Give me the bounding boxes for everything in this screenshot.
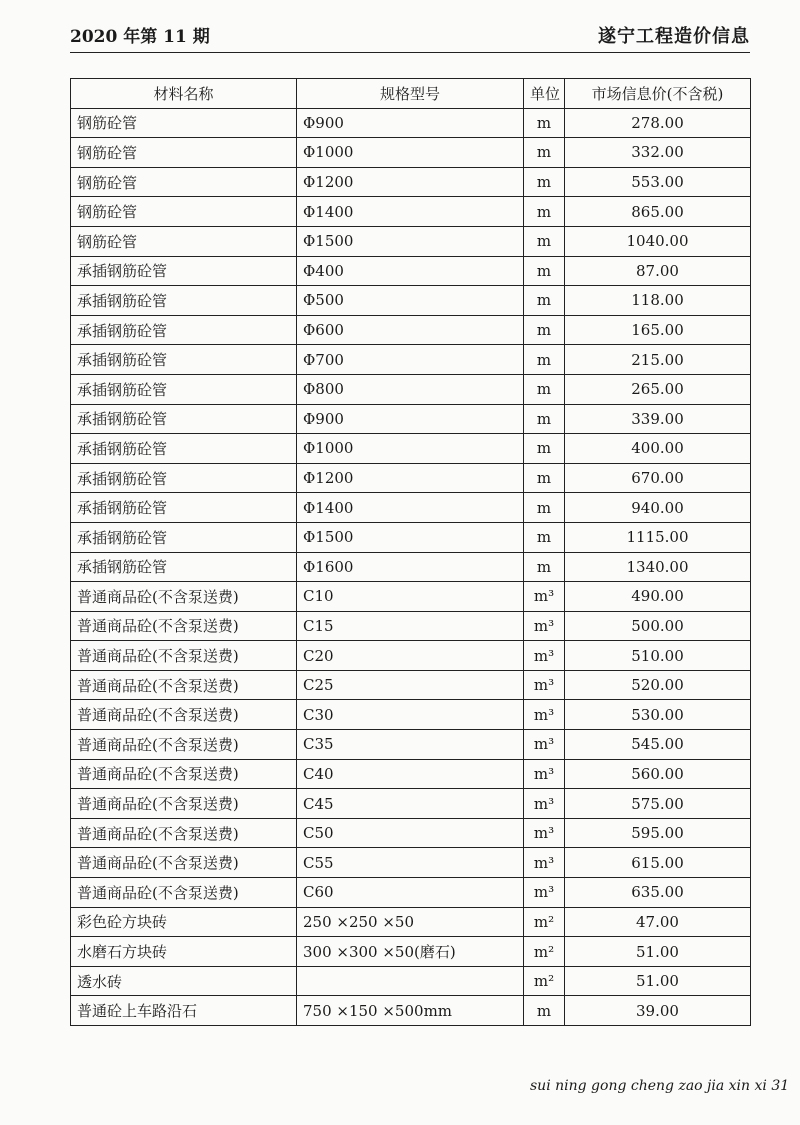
price-cell: 510.00	[565, 641, 751, 671]
spec-cell: Φ1500	[297, 226, 524, 256]
material-name-cell: 承插钢筋砼管	[71, 463, 297, 493]
material-name-cell: 普通商品砼(不含泵送费)	[71, 582, 297, 612]
table-header-row	[71, 79, 751, 109]
material-name-cell: 承插钢筋砼管	[71, 404, 297, 434]
spec-cell: C10	[297, 582, 524, 612]
table-row	[71, 878, 751, 908]
table-row	[71, 345, 751, 375]
material-name-cell: 普通商品砼(不含泵送费)	[71, 611, 297, 641]
material-name-cell: 承插钢筋砼管	[71, 286, 297, 316]
spec-cell: Φ1000	[297, 138, 524, 168]
material-name-cell: 钢筋砼管	[71, 138, 297, 168]
price-cell: 265.00	[565, 374, 751, 404]
unit-cell: m³	[524, 848, 565, 878]
unit-cell: m²	[524, 937, 565, 967]
unit-cell: m³	[524, 700, 565, 730]
spec-cell: Φ1600	[297, 552, 524, 582]
unit-cell: m	[524, 404, 565, 434]
unit-cell: m²	[524, 907, 565, 937]
material-name-cell: 普通商品砼(不含泵送费)	[71, 818, 297, 848]
unit-cell: m	[524, 345, 565, 375]
table-row	[71, 256, 751, 286]
material-name-cell: 承插钢筋砼管	[71, 315, 297, 345]
table-row	[71, 374, 751, 404]
table-row	[71, 226, 751, 256]
material-name-cell: 普通商品砼(不含泵送费)	[71, 641, 297, 671]
spec-cell: Φ900	[297, 108, 524, 138]
page-header	[70, 18, 750, 53]
material-name-cell: 承插钢筋砼管	[71, 374, 297, 404]
material-name-cell: 承插钢筋砼管	[71, 256, 297, 286]
material-name-cell: 水磨石方块砖	[71, 937, 297, 967]
unit-cell: m³	[524, 759, 565, 789]
unit-cell: m³	[524, 582, 565, 612]
unit-cell: m³	[524, 878, 565, 908]
price-cell: 530.00	[565, 700, 751, 730]
table-row	[71, 759, 751, 789]
table-row	[71, 730, 751, 760]
spec-cell: C50	[297, 818, 524, 848]
price-cell: 215.00	[565, 345, 751, 375]
unit-cell: m	[524, 286, 565, 316]
material-name-cell: 承插钢筋砼管	[71, 552, 297, 582]
table-row	[71, 848, 751, 878]
material-name-cell: 承插钢筋砼管	[71, 345, 297, 375]
spec-cell: C30	[297, 700, 524, 730]
price-cell: 1115.00	[565, 522, 751, 552]
unit-cell: m	[524, 138, 565, 168]
unit-cell: m	[524, 996, 565, 1026]
unit-cell: m	[524, 167, 565, 197]
table-row	[71, 138, 751, 168]
price-cell: 332.00	[565, 138, 751, 168]
price-cell: 670.00	[565, 463, 751, 493]
page-footer: sui ning gong cheng zao jia xin xi 31	[530, 1078, 790, 1094]
table-row	[71, 197, 751, 227]
header-spec-model: 规格型号	[297, 79, 524, 109]
table-row	[71, 434, 751, 464]
price-cell: 87.00	[565, 256, 751, 286]
spec-cell: C55	[297, 848, 524, 878]
material-name-cell: 钢筋砼管	[71, 226, 297, 256]
table-row	[71, 670, 751, 700]
unit-cell: m	[524, 463, 565, 493]
spec-cell: C15	[297, 611, 524, 641]
table-row	[71, 167, 751, 197]
material-name-cell: 普通砼上车路沿石	[71, 996, 297, 1026]
spec-cell: Φ1200	[297, 463, 524, 493]
spec-cell: C60	[297, 878, 524, 908]
unit-cell: m	[524, 374, 565, 404]
table-row	[71, 907, 751, 937]
price-cell: 400.00	[565, 434, 751, 464]
unit-cell: m³	[524, 670, 565, 700]
price-cell: 118.00	[565, 286, 751, 316]
material-name-cell: 普通商品砼(不含泵送费)	[71, 789, 297, 819]
spec-cell: Φ1000	[297, 434, 524, 464]
table-row	[71, 789, 751, 819]
table-row	[71, 611, 751, 641]
table-row	[71, 700, 751, 730]
spec-cell: 300 ×300 ×50(磨石)	[297, 937, 524, 967]
price-cell: 545.00	[565, 730, 751, 760]
table-row	[71, 493, 751, 523]
header-market-price: 市场信息价(不含税)	[565, 79, 751, 109]
table-row	[71, 996, 751, 1026]
table-row	[71, 582, 751, 612]
unit-cell: m	[524, 493, 565, 523]
table-row	[71, 108, 751, 138]
price-cell: 47.00	[565, 907, 751, 937]
price-cell: 865.00	[565, 197, 751, 227]
issue-label: 2020 年第 11 期	[70, 27, 210, 47]
material-name-cell: 承插钢筋砼管	[71, 434, 297, 464]
unit-cell: m	[524, 197, 565, 227]
material-name-cell: 普通商品砼(不含泵送费)	[71, 759, 297, 789]
unit-cell: m³	[524, 730, 565, 760]
price-cell: 490.00	[565, 582, 751, 612]
price-cell: 339.00	[565, 404, 751, 434]
table-row	[71, 818, 751, 848]
material-name-cell: 普通商品砼(不含泵送费)	[71, 670, 297, 700]
price-cell: 553.00	[565, 167, 751, 197]
price-cell: 615.00	[565, 848, 751, 878]
unit-cell: m	[524, 434, 565, 464]
material-name-cell: 透水砖	[71, 966, 297, 996]
spec-cell: Φ800	[297, 374, 524, 404]
price-cell: 635.00	[565, 878, 751, 908]
material-name-cell: 钢筋砼管	[71, 197, 297, 227]
unit-cell: m	[524, 108, 565, 138]
unit-cell: m	[524, 226, 565, 256]
table-row	[71, 966, 751, 996]
unit-cell: m³	[524, 789, 565, 819]
price-cell: 940.00	[565, 493, 751, 523]
price-cell: 278.00	[565, 108, 751, 138]
material-name-cell: 普通商品砼(不含泵送费)	[71, 730, 297, 760]
spec-cell: Φ1200	[297, 167, 524, 197]
material-name-cell: 普通商品砼(不含泵送费)	[71, 878, 297, 908]
spec-cell: C20	[297, 641, 524, 671]
spec-cell: Φ1500	[297, 522, 524, 552]
material-name-cell: 普通商品砼(不含泵送费)	[71, 848, 297, 878]
price-cell: 51.00	[565, 966, 751, 996]
spec-cell: C25	[297, 670, 524, 700]
price-cell: 595.00	[565, 818, 751, 848]
price-cell: 500.00	[565, 611, 751, 641]
spec-cell: Φ900	[297, 404, 524, 434]
spec-cell: Φ400	[297, 256, 524, 286]
price-cell: 51.00	[565, 937, 751, 967]
table-row	[71, 937, 751, 967]
unit-cell: m³	[524, 611, 565, 641]
header-unit: 单位	[524, 79, 565, 109]
table-row	[71, 641, 751, 671]
header-material-name: 材料名称	[71, 79, 297, 109]
spec-cell: 250 ×250 ×50	[297, 907, 524, 937]
unit-cell: m	[524, 256, 565, 286]
unit-cell: m	[524, 315, 565, 345]
price-cell: 560.00	[565, 759, 751, 789]
unit-cell: m	[524, 552, 565, 582]
spec-cell: C45	[297, 789, 524, 819]
material-name-cell: 彩色砼方块砖	[71, 907, 297, 937]
material-name-cell: 钢筋砼管	[71, 108, 297, 138]
table-row	[71, 463, 751, 493]
spec-cell: Φ700	[297, 345, 524, 375]
material-name-cell: 承插钢筋砼管	[71, 493, 297, 523]
price-cell: 1340.00	[565, 552, 751, 582]
table-row	[71, 552, 751, 582]
publication-title: 遂宁工程造价信息	[598, 26, 750, 47]
spec-cell: 750 ×150 ×500mm	[297, 996, 524, 1026]
material-name-cell: 承插钢筋砼管	[71, 522, 297, 552]
spec-cell	[297, 966, 524, 996]
spec-cell: C40	[297, 759, 524, 789]
spec-cell: Φ1400	[297, 197, 524, 227]
table-row	[71, 404, 751, 434]
spec-cell: C35	[297, 730, 524, 760]
unit-cell: m³	[524, 641, 565, 671]
price-cell: 575.00	[565, 789, 751, 819]
spec-cell: Φ600	[297, 315, 524, 345]
spec-cell: Φ500	[297, 286, 524, 316]
table-row	[71, 522, 751, 552]
table-row	[71, 315, 751, 345]
material-name-cell: 钢筋砼管	[71, 167, 297, 197]
price-cell: 1040.00	[565, 226, 751, 256]
material-name-cell: 普通商品砼(不含泵送费)	[71, 700, 297, 730]
unit-cell: m³	[524, 818, 565, 848]
price-cell: 165.00	[565, 315, 751, 345]
table-row	[71, 286, 751, 316]
unit-cell: m	[524, 522, 565, 552]
price-cell: 520.00	[565, 670, 751, 700]
price-cell: 39.00	[565, 996, 751, 1026]
spec-cell: Φ1400	[297, 493, 524, 523]
unit-cell: m²	[524, 966, 565, 996]
price-table	[70, 78, 751, 1026]
